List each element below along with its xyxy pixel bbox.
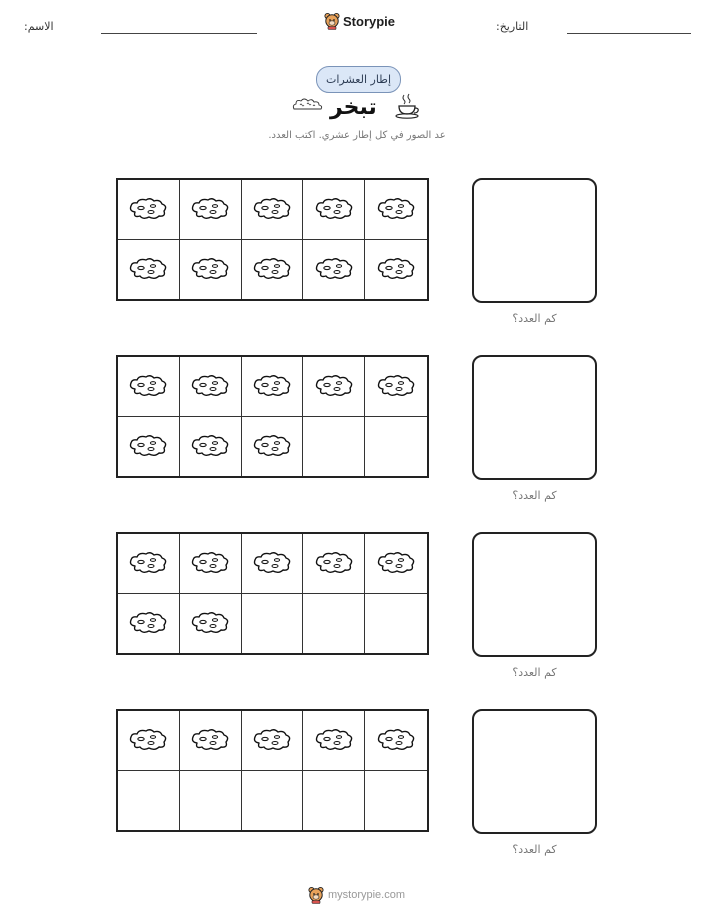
frame-cell <box>242 240 304 300</box>
frame-cell <box>365 417 427 477</box>
splat-icon <box>375 551 417 575</box>
frame-cell <box>242 357 304 417</box>
frame-cell <box>242 594 304 654</box>
splat-icon <box>189 728 231 752</box>
frame-cell <box>365 594 427 654</box>
frame-cell <box>242 180 304 240</box>
frame-cell <box>365 771 427 831</box>
frame-cell <box>180 180 242 240</box>
frame-cell <box>303 771 365 831</box>
name-line[interactable] <box>101 33 257 34</box>
name-label: الاسم: <box>24 20 54 33</box>
splat-icon <box>127 257 169 281</box>
date-line[interactable] <box>567 33 691 34</box>
splat-icon <box>127 728 169 752</box>
splat-icon <box>189 434 231 458</box>
frame-cell <box>365 240 427 300</box>
ten-frame-1 <box>116 178 429 301</box>
ten-frame-3 <box>116 532 429 655</box>
storypie-logo <box>324 12 395 30</box>
splat-icon <box>127 551 169 575</box>
frame-cell <box>118 771 180 831</box>
frame-cell <box>118 594 180 654</box>
splat-icon <box>127 434 169 458</box>
frame-cell <box>303 240 365 300</box>
frame-cell <box>180 711 242 771</box>
steam-cloud-icon <box>291 96 325 112</box>
question-label-1: كم العدد؟ <box>512 312 557 325</box>
frame-cell <box>180 417 242 477</box>
frame-cell <box>365 711 427 771</box>
bear-mascot-icon <box>308 886 324 904</box>
splat-icon <box>251 728 293 752</box>
splat-icon <box>127 611 169 635</box>
frame-cell <box>118 180 180 240</box>
frame-cell <box>242 534 304 594</box>
teacup-icon <box>394 92 422 120</box>
frame-cell <box>118 534 180 594</box>
frame-cell <box>303 357 365 417</box>
frame-cell <box>303 180 365 240</box>
frame-cell <box>303 417 365 477</box>
ten-frame-2 <box>116 355 429 478</box>
splat-icon <box>189 197 231 221</box>
frame-cell <box>242 771 304 831</box>
splat-icon <box>375 728 417 752</box>
frame-cell <box>303 711 365 771</box>
question-label-4: كم العدد؟ <box>512 843 557 856</box>
footer-url: mystorypie.com <box>328 889 406 901</box>
splat-icon <box>189 374 231 398</box>
splat-icon <box>127 374 169 398</box>
splat-icon <box>251 197 293 221</box>
frame-cell <box>365 357 427 417</box>
frame-cell <box>365 180 427 240</box>
bear-mascot-icon <box>324 12 340 30</box>
topic-badge: إطار العشرات <box>316 66 401 93</box>
splat-icon <box>127 197 169 221</box>
frame-cell <box>118 240 180 300</box>
splat-icon <box>313 728 355 752</box>
frame-cell <box>180 240 242 300</box>
footer <box>308 886 405 904</box>
ten-frame-4 <box>116 709 429 832</box>
splat-icon <box>251 257 293 281</box>
answer-box-1[interactable] <box>472 178 597 303</box>
splat-icon <box>375 374 417 398</box>
frame-cell <box>303 594 365 654</box>
frame-cell <box>242 417 304 477</box>
answer-box-4[interactable] <box>472 709 597 834</box>
splat-icon <box>375 257 417 281</box>
frame-cell <box>303 534 365 594</box>
frame-cell <box>180 594 242 654</box>
splat-icon <box>189 611 231 635</box>
frame-cell <box>180 357 242 417</box>
splat-icon <box>375 197 417 221</box>
date-label: التاريخ: <box>496 20 529 33</box>
splat-icon <box>313 374 355 398</box>
splat-icon <box>313 551 355 575</box>
frame-cell <box>118 711 180 771</box>
frame-cell <box>118 417 180 477</box>
splat-icon <box>251 434 293 458</box>
frame-cell <box>118 357 180 417</box>
instructions: عد الصور في كل إطار عشري. اكتب العدد. <box>268 130 446 141</box>
splat-icon <box>189 551 231 575</box>
question-label-2: كم العدد؟ <box>512 489 557 502</box>
frame-cell <box>180 771 242 831</box>
answer-box-3[interactable] <box>472 532 597 657</box>
frame-cell <box>242 711 304 771</box>
splat-icon <box>313 257 355 281</box>
splat-icon <box>251 374 293 398</box>
frame-cell <box>365 534 427 594</box>
frame-cell <box>180 534 242 594</box>
brand-name: Storypie <box>343 13 396 29</box>
splat-icon <box>189 257 231 281</box>
question-label-3: كم العدد؟ <box>512 666 557 679</box>
splat-icon <box>251 551 293 575</box>
answer-box-2[interactable] <box>472 355 597 480</box>
splat-icon <box>313 197 355 221</box>
worksheet-title: تبخر <box>330 95 377 120</box>
